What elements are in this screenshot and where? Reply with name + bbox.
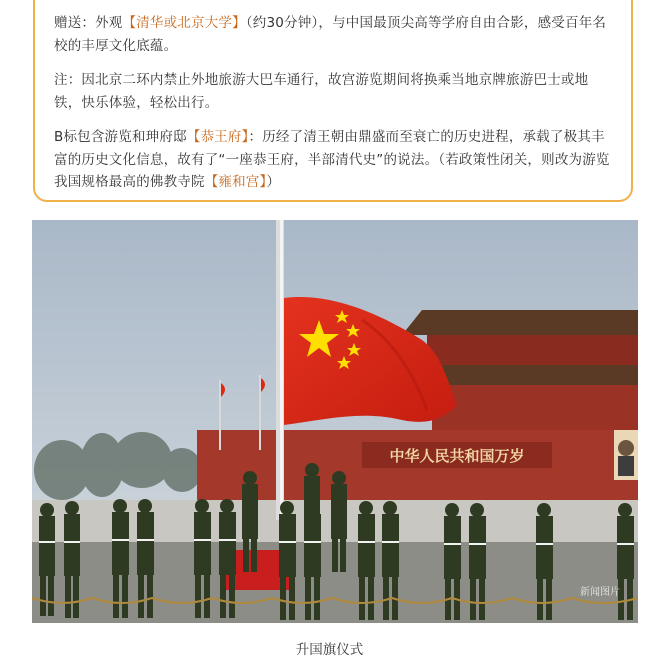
yonghegong-link[interactable]: 【雍和宫】 bbox=[204, 174, 267, 190]
photo-watermark: 新闻图片 bbox=[580, 587, 620, 598]
itinerary-card bbox=[33, 0, 633, 202]
gift-prefix: 赠送：外观 bbox=[54, 15, 123, 31]
b-standard-paragraph bbox=[54, 126, 615, 194]
gift-paragraph bbox=[54, 12, 615, 57]
flag-raising-photo bbox=[32, 220, 638, 623]
photo-caption: 升国旗仪式 bbox=[295, 642, 364, 658]
b-standard-text: ：历经了清王朝由鼎盛而至衰亡的历史进程，承载了极其丰富的历史文化信息，故有了“一座恭王府，半部清代史”的说法。（若政策性闭关，则改为游览我国规格最高的佛教寺院 bbox=[54, 129, 610, 190]
note-paragraph: 注：因北京二环内禁止外地旅游大巴车通行，故宫游览期间将换乘当地京牌旅游巴士或地铁，快乐体验，轻松出行。 bbox=[54, 72, 589, 111]
b-standard-prefix: B标包含游览和珅府邸 bbox=[54, 129, 187, 145]
gongwangfu-link[interactable]: 【恭王府】 bbox=[186, 129, 249, 145]
gift-text: （约30分钟），与中国最顶尖高等学府自由合影，感受百年名校的丰厚文化底蕴。 bbox=[54, 15, 607, 54]
gate-banner: 中华人民共和国万岁 bbox=[389, 447, 525, 465]
tsinghua-peking-link[interactable]: 【清华或北京大学】 bbox=[122, 15, 246, 31]
b-standard-suffix: ） bbox=[266, 174, 281, 190]
